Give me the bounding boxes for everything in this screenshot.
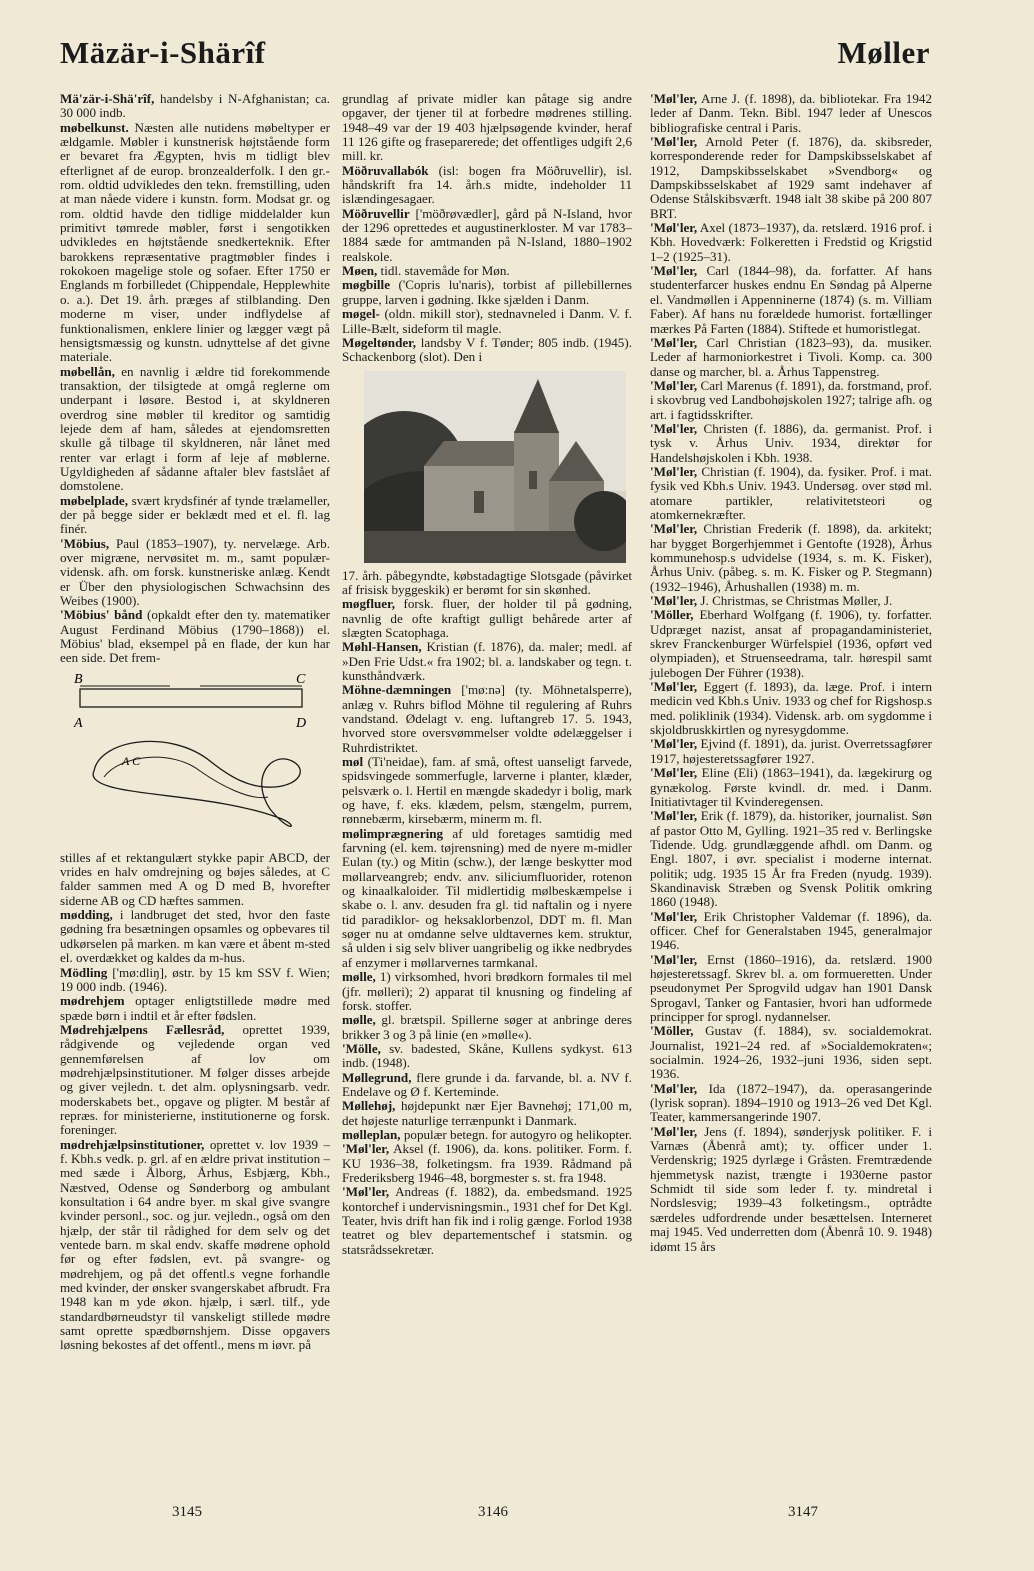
entry-text: i landbruget det sted, hvor den faste gødning fra besætningen opsamles og opbevares til udkørselen på marken. m kan være et åbent m-sted el. overdækket og kaldes da m-hus. — [60, 907, 330, 966]
running-header — [60, 30, 930, 76]
entry-headword: mødding, — [60, 907, 113, 923]
dictionary-entry — [342, 92, 632, 164]
entry-headword: 'Møl'ler, — [650, 220, 698, 236]
header-right-word: Møller — [837, 35, 930, 70]
entry-headword: Mødrehjælpens Fællesråd, — [60, 1021, 225, 1037]
dictionary-entry — [342, 970, 632, 1013]
entry-headword: 'Möller, — [650, 1023, 694, 1039]
entry-text: 1) virksomhed, hvori brødkorn formales til mel (jfr. mølleri); 2) apparat til knusning og findeling af forsk. stoffer. — [342, 969, 632, 1013]
entry-headword: 'Møl'ler, — [650, 334, 698, 350]
dictionary-entry — [650, 766, 932, 809]
column-1 — [60, 92, 330, 1353]
entry-headword: 'Møl'ler, — [650, 951, 698, 967]
label-ac: A C — [122, 753, 141, 768]
dictionary-entry — [342, 827, 632, 970]
page-number-left: 3145 — [172, 1504, 202, 1520]
dictionary-entry — [650, 1082, 932, 1125]
entry-text: Christen (f. 1886), da. germanist. Prof. i tysk v. Århus Univ. 1934, direktør for Handelshøjskolen i Kbh. 1938. — [650, 420, 932, 465]
entry-headword: møbelkunst. — [60, 119, 129, 135]
entry-text: Ida (1872–1947), da. operasangerinde (lyrisk sopran). 1894–1910 og 1913–26 ved Det Kgl. Teater, kammersangerinde 1907. — [650, 1080, 932, 1125]
entry-headword: 'Møl'ler, — [650, 736, 698, 752]
entry-text: forsk. fluer, der holder til på gødning, navnlig de ofte kraftigt gulligt behårede arter af slægten Scatophaga. — [342, 596, 632, 640]
entry-text: Ernst (1860–1916), da. retslærd. 1900 højesteretssagf. Skrev bl. a. om formueretten. Under pseudonymet Per Sprogvild udgav han 1901 Dansk Sprogavl, Tanker og Fantasier, hvori han udformede principper for sprogl. nydannelser. — [650, 951, 932, 1024]
dictionary-entry — [60, 966, 330, 995]
entry-text: Jens (f. 1894), sønderjysk politiker. F. i Varnæs (Åbenrå amt); ty. officer under 1. Verdenskrig; 1925 dyrlæge i Gråsten. Fremtrædende hjemmetysk nazist, trængte i 1930erne pastor Schmidt til side som leder f. ty. mindretal i Nordslesvig; 1939–43 folketingsm., optrådte særdeles udfordrende under besættelsen. Interneret maj 1945. Ved underretten dom (Åbenrå 10. 9. 1948) idømt 15 års — [650, 1123, 932, 1254]
entry-text: stilles af et rektangulært stykke papir ABCD, der vrides en halv omdrejning og bøjes således, at C falder sammen med A og D med B, hvorefter siderne AB og CD hæftes sammen. — [60, 849, 330, 908]
entry-headword: mølle, — [342, 1012, 376, 1028]
entry-headword: møgfluer, — [342, 596, 395, 612]
dictionary-entry — [342, 264, 632, 278]
entry-text: Arnold Peter (f. 1876), da. skibsreder, korresponderende reder for Dampskibsselskabet af 1912, Dampskibsselskabet »Svendborg« og Dampskibsselskabet af 1929 samt indehaver af Odense Stålskibsværft. 1948 ialt 38 skibe på 200 807 BRT. — [650, 134, 932, 221]
entry-text: Arne J. (f. 1898), da. bibliotekar. Fra 1942 leder af Danm. Tekn. Bibl. 1947 leder af Unescos bibliografiske central i Paris. — [650, 91, 932, 135]
dictionary-entry — [60, 121, 330, 365]
church-photo — [364, 371, 626, 563]
label-b: B — [74, 671, 83, 687]
entry-headword: 'Møl'ler, — [342, 1141, 390, 1157]
entry-headword: 'Møl'ler, — [342, 1184, 390, 1200]
entry-text: landsby V f. Tønder; 805 indb. (1945). Schackenborg (slot). Den i — [342, 334, 632, 365]
page-number-right: 3147 — [788, 1504, 818, 1520]
entry-headword: møgbille — [342, 277, 391, 293]
entry-text: en navnlig i ældre tid forekommende transaktion, der tilsigtede at omgå reglerne om underpant i løsøre. Bestod i, at skyldneren overdrog sine møbler til kreditor og samtidig lejede dem af ham, således at ejendomsretten skulle gå tilbage til skyldneren, når lånet med renter var erlagt i form af leje af møblerne. Ugyldigheden af sådanne aftaler blev fastslået af domstolene. — [60, 363, 330, 494]
entry-text: Paul (1853–1907), ty. nervelæge. Arb. over migræne, nervøsitet m. m., samt populær-vidensk. afh. om forsk. kunstneriske anlæg. Kendt er Über den physiologischen Schwachsinn des Weibes (1900). — [60, 535, 330, 609]
entry-headword: 'Møl'ler, — [650, 377, 698, 393]
entry-headword: 'Møl'ler, — [650, 463, 698, 479]
dictionary-entry — [650, 608, 932, 680]
entry-text: sv. badested, Skåne, Kullens sydkyst. 613 indb. (1948). — [342, 1040, 632, 1071]
entry-text: ['möðrøvædler], gård på N-Island, hvor der 1296 oprettedes et augustinerkloster. M var 1783–1884 sæde for amtmanden på N-Island, 1880–1902 realskole. — [342, 205, 632, 264]
dictionary-entry — [60, 908, 330, 965]
dictionary-entry — [650, 953, 932, 1025]
dictionary-entry — [60, 365, 330, 494]
entry-text: Næsten alle nutidens møbeltyper er ældgamle. Møbler i kunstnerisk højtstående form er bevaret fra Ægypten, hvis m tidligt blev efterlignet af de europ. bronzealderfolk. I den gr.-rom. oldtid udvikledes den tekn. fremstilling, uden at man nåede videre i kunstn. form. Modsat gr. og rom. oldtid havde den tidlige middelalder kun primitivt tømrede møbler, først i sengotikken udvikledes en højtstående snedkerteknik. Efter barokkens repræsentative pragtmøbler findes i rokokoen magelige stole og sofaer. Efter 1750 er Englands m forbilledet (Chippendale, Hepplewhite o. a.). Det 19. årh. præges af stilblanding. Den moderne m viser, under indflydelse af funktionalismen, enklere linier og lægger vægt på hensigtsmæssig og kunstn. udnyttelse af det givne materiale. — [60, 119, 330, 365]
entry-headword: 'Møl'ler, — [650, 134, 698, 150]
entry-text: ('Copris lu'naris), torbist af pillebillernes gruppe, larven i gødning. Ikke sjælden i Danm. — [342, 277, 632, 307]
dictionary-entry — [342, 597, 632, 640]
entry-text: ['mø:dliŋ], østr. by 15 km SSV f. Wien; 19 000 indb. (1946). — [60, 964, 330, 994]
dictionary-entry — [342, 164, 632, 207]
entry-headword: 'Møl'ler, — [650, 263, 698, 279]
dictionary-entry — [342, 1128, 632, 1142]
paper-rectangle — [80, 689, 302, 707]
entry-text: Ejvind (f. 1891), da. jurist. Overretssagfører 1917, højesteretssagfører 1927. — [650, 736, 932, 766]
dictionary-entry — [60, 994, 330, 1023]
column-3 — [650, 92, 932, 1254]
entry-text: Carl Marenus (f. 1891), da. forstmand, prof. i skovbrug ved Landbohøjskolen 1927; talrige afh. og art. i fagtidsskrifter. — [650, 377, 932, 422]
dictionary-entry — [60, 92, 330, 121]
dictionary-entry — [650, 379, 932, 422]
entry-text: svært krydsfinér af tynde trælameller, der på begge sider er beklædt med et el. fl. lag finér. — [60, 492, 330, 537]
entry-text: gl. brætspil. Spillerne søger at anbringe deres brikker 3 og 3 på linie (en »mølle«). — [342, 1012, 632, 1042]
entry-text: højdepunkt nær Ejer Bavnehøj; 171,00 m, det højeste naturlige terrænpunkt i Danmark. — [342, 1098, 632, 1128]
entry-headword: 'Möller, — [650, 607, 694, 623]
dictionary-entry — [342, 640, 632, 683]
entry-headword: 'Møl'ler, — [650, 420, 698, 436]
dictionary-entry — [650, 594, 932, 608]
dictionary-entry — [342, 1142, 632, 1185]
entry-headword: Möhne-dæmningen — [342, 682, 452, 698]
entry-text: Erik (f. 1879), da. historiker, journalist. Søn af pastor Otto M, Gylling. 1921–35 red v. Berlingske Tidende. Udg. grundlæggende afhdl. om Danm. og Engl. 1807, i øvr. specialist i moderne internat. politik; udg. 1935 15 År fra Freden (nyudg. 1939). Skandinavisk Stræben og Svensk Politik omkring 1860 (1948). — [650, 808, 932, 910]
dictionary-entry — [342, 207, 632, 264]
entry-headword: Møgeltønder, — [342, 334, 417, 350]
label-c: C — [296, 671, 306, 687]
entry-text: Gustav (f. 1884), sv. socialdemokrat. Journalist, 1921–24 red. af »Socialdemokraten«; socialmin. 1924–26, 1932–juni 1936, siden sept. 1936. — [650, 1023, 932, 1082]
entry-headword: 'Møl'ler, — [650, 521, 698, 537]
entry-text: oprettet 1939, rådgivende og vejledende organ ved gennemførelsen af lov om mødrehjælpsinstitutioner. M følger disses arbejde og giver vejledn. t. det alm. oplysningsarb. vedr. moderskabets bet., opgave og pligter. M består af repræs. for ministerierne, institutionerne og forsk. foreninger. — [60, 1021, 330, 1138]
dictionary-entry — [650, 680, 932, 737]
entry-headword: Mödling — [60, 964, 108, 980]
dictionary-entry — [60, 494, 330, 537]
entry-text: Carl Christian (1823–93), da. musiker. Leder af harmoniorkestret i Tivoli. Komp. ca. 300 danse og marcher, bl. a. Århus Tappenstreg. — [650, 334, 932, 379]
entry-text: Axel (1873–1937), da. retslærd. 1916 prof. i Kbh. Hovedværk: Folkeretten i Fredstid og Krigstid 1–2 (1925–31). — [650, 220, 932, 264]
dictionary-entry — [60, 1138, 330, 1353]
dictionary-entry — [650, 809, 932, 909]
entry-text: Andreas (f. 1882), da. embedsmand. 1925 kontorchef i undervisningsmin., 1931 chef for Det Kgl. Teater, hvis drift han fik ind i rolig gænge. Forlod 1938 teatret og blev departementschef i statsmin. og statsrådssekretær. — [342, 1184, 632, 1257]
dictionary-entry — [650, 522, 932, 594]
dictionary-entry — [650, 221, 932, 264]
entry-headword: mødrehjem — [60, 993, 125, 1009]
entry-text: Eberhard Wolfgang (f. 1906), ty. forfatter. Udpræget nazist, ansat af propagandaministeriet, skrev Franckenburger Würfelspiel (1936, opført ved olympiaden), et Struenseedrama, talr. hørespil samt julebogen Der Führer (1938). — [650, 607, 932, 680]
entry-headword: 'Möbius, — [60, 535, 110, 551]
column-2 — [342, 92, 632, 1257]
entry-headword: Møllehøj, — [342, 1098, 396, 1114]
entry-text: 17. årh. påbegyndte, købstadagtige Slotsgade (påvirket af frisisk byggeskik) er berømt for sin skønhed. — [342, 567, 632, 597]
entry-text: J. Christmas, se Christmas Møller, J. — [697, 593, 893, 609]
entry-headword: 'Møl'ler, — [650, 1080, 698, 1096]
entry-text: (isl: bogen fra Möðruvellir), isl. håndskrift fra 14. årh.s midte, indeholder 11 islændingesagaer. — [342, 162, 632, 207]
entry-headword: mølle, — [342, 969, 376, 985]
entry-headword: mølleplan, — [342, 1126, 401, 1142]
dictionary-entry — [650, 135, 932, 221]
dictionary-entry — [342, 1013, 632, 1042]
entry-headword: møl — [342, 754, 364, 769]
entry-headword: Møhl-Hansen, — [342, 639, 422, 655]
entry-text: handelsby i N-Afghanistan; ca. 30 000 indb. — [60, 91, 330, 121]
entry-text: Christian Frederik (f. 1898), da. arkitekt; har bygget Borgerhjemmet i Gentofte (1928), Århus kommunehosp.s udvidelse (1934, s. m. K. Fisker), Århus Univ. (påbeg. s. m. K. Fisker og P. Stegmann) (1932–1946), Århushallen (1938) m. m. — [650, 521, 932, 594]
entry-text: (opkaldt efter den ty. matematiker August Ferdinand Möbius (1790–1868)) el. Möbius' blad, eksempel på en flade, der kun har een side. Det frem- — [60, 607, 330, 666]
entry-headword: møbellån, — [60, 363, 115, 379]
entry-text: Eline (Eli) (1863–1941), da. lægekirurg og gynækolog. Første kvindl. dr. med. i Danm. Initiativtager til Kvinderegensen. — [650, 765, 932, 809]
dictionary-entry — [342, 683, 632, 755]
entry-text: optager enligtstillede mødre med spæde børn i indtil et år efter fødslen. — [60, 993, 330, 1023]
entry-text: Kristian (f. 1876), da. maler; medl. af »Den Frie Udst.« fra 1902; bl. a. landskaber og tegn. t. kunsthåndværk. — [342, 639, 632, 683]
dictionary-entry — [650, 465, 932, 522]
dictionary-entry — [342, 336, 632, 365]
dictionary-entry — [342, 1071, 632, 1100]
entry-headword: 'Møl'ler, — [650, 908, 698, 924]
entry-text: af uld foretages samtidig med farvning (el. kem. tøjrensning) med de nyere m-midler Eulan (ty.) og Mitin (schw.), der længe beskytter mod møllarveangreb; endv. anv. siliciumfluorider, rotenon og kinaalkaloider. Til midlertidig mølbeskæmpelse i skabe o. l. anv. desuden fra gl. tid naftalin og i nyere tid paradiklor- og heksaklorbenzol, DDT m. fl. Man søger nu at omdanne selve uldtavernes kem. struktur, så ulden i sig selv bliver uangribelig og ikke nedbrydes af enzymer i møllarvernes tarmkanal. — [342, 825, 632, 970]
entry-text: Christian (f. 1904), da. fysiker. Prof. i mat. fysik ved Kbh.s Univ. 1943. Undersøg. over stød ml. atomare partikler, relativitetsteori og atomkernekræfter. — [650, 463, 932, 522]
dictionary-entry — [650, 737, 932, 766]
entry-headword: mødrehjælpsinstitutioner, — [60, 1136, 205, 1152]
entry-headword: 'Møl'ler, — [650, 679, 698, 695]
entry-headword: 'Møl'ler, — [650, 1123, 698, 1139]
dictionary-entry — [650, 1125, 932, 1254]
label-a: A — [74, 715, 83, 731]
entry-text: Eggert (f. 1893), da. læge. Prof. i intern medicin ved Kbh.s Univ. 1933 og chef for Rigshosp.s med. poliklinik (1934). Vidensk. arb. om sygdomme i skjoldbruskkirtlen og nyresygdomme. — [650, 679, 932, 738]
dictionary-entry — [650, 910, 932, 953]
page-number-middle: 3146 — [478, 1504, 508, 1520]
dictionary-entry — [342, 1099, 632, 1128]
entry-text: tidl. stavemåde for Møn. — [377, 263, 510, 279]
dictionary-entry — [60, 608, 330, 665]
entry-text: populær betegn. for autogyro og helikopter. — [400, 1126, 632, 1142]
dictionary-entry — [650, 336, 932, 379]
dictionary-entry — [650, 1024, 932, 1081]
label-d: D — [296, 715, 307, 731]
entry-headword: Møen, — [342, 263, 378, 279]
entry-headword: Møllegrund, — [342, 1069, 412, 1085]
entry-text: (oldn. mikill stor), stednavneled i Danm. V. f. Lille-Bælt, sideform til magle. — [342, 306, 632, 336]
header-left-word: Mäzär-i-Shärîf — [60, 35, 266, 70]
entry-headword: møbelplade, — [60, 492, 129, 508]
entry-headword: 'Møl'ler, — [650, 765, 698, 781]
entry-text: Aksel (f. 1906), da. kons. politiker. Form. f. KU 1936–38, folketingsm. fra 1939. Rådmand på Frederiksberg 1946–48, borgmester s. st. fra 1948. — [342, 1141, 632, 1185]
dictionary-entry — [60, 851, 330, 908]
dictionary-entry — [342, 1185, 632, 1257]
dictionary-entry — [650, 264, 932, 336]
entry-headword: 'Møl'ler, — [650, 593, 698, 609]
entry-text: Erik Christopher Valdemar (f. 1896), da. officer. Chef for Generalstaben 1945, generalmajor 1946. — [650, 908, 932, 953]
entry-text: grundlag af private midler kan påtage sig andre opgaver, der tjener til at forbedre mødrenes stilling. 1948–49 var der 19 403 hjælpsøgende kvinder, heraf 11 126 gifte og fraseparerede; det offentliges udgift 2,6 mill. kr. — [342, 91, 632, 164]
entry-headword: Mä'zär-i-Shä'rîf, — [60, 91, 155, 106]
dictionary-entry — [60, 537, 330, 609]
entry-headword: Möðruvallabók — [342, 162, 429, 178]
entry-headword: møgel- — [342, 306, 380, 322]
entry-headword: 'Møl'ler, — [650, 91, 698, 106]
dictionary-entry — [342, 569, 632, 598]
entry-text: flere grunde i da. farvande, bl. a. NV f. Endelave og Ø f. Kerteminde. — [342, 1069, 632, 1099]
entry-headword: 'Mölle, — [342, 1040, 381, 1056]
entry-headword: mølimprægnering — [342, 825, 444, 841]
dictionary-entry — [342, 755, 632, 827]
dictionary-entry — [342, 307, 632, 336]
dictionary-entry — [650, 92, 932, 135]
moebius-band-figure — [60, 669, 330, 847]
dictionary-entry — [650, 422, 932, 465]
entry-text: (Ti'neidae), fam. af små, oftest uanseligt farvede, spidsvingede sommerfugle, larverne i planter, klæder, pelsværk o. l. Hertil en mængde skadedyr i bolig, mark og have, f. eks. klædem, pelsm, stængelm, purrem, rønnebærm, kirsebærm, minerm m. fl. — [342, 754, 632, 827]
entry-headword: Möðruvellir — [342, 205, 410, 221]
dictionary-entry — [342, 1042, 632, 1071]
entry-text: ['mø:nə] (ty. Möhnetalsperre), anlæg v. Ruhrs biflod Möhne til regulering af Ruhrs vandstand. Ødelagt v. eng. luftangreb 17. 5. 1943, hvorved store oversvømmelser voldte ødelæggelser i Ruhrdistriktet. — [342, 682, 632, 755]
entry-text: oprettet v. lov 1939 – f. Kbh.s vedk. p. grl. af en ældre privat institution – med sæde i Ålborg, Århus, Esbjærg, Kbh., Næstved, Odense og Sønderborg og ambulant konsultation i 64 andre byer. m skal give svangre kvinder personl., soc. og jur. vejledn., også om den hjælp, der står til rådighed for dem selv og det ventede barn. m skal endv. skaffe mødrene ophold før og efter fødslen, evt. på svangre- og mødrehjem, og på det offentl.s vegne forhandle med kvinder, der ønsker svangerskabet afbrudt. Fra 1948 kan m yde økon. hjælp, i særl. tilf., yde standardbørneudstyr til vanskeligt stillede mødre samt oprette spædbørnshjem. Disse opgavers løsning bekostes af det offentl., mens m iøvr. på — [60, 1136, 330, 1353]
entry-text: Carl (1844–98), da. forfatter. Af hans studenterfarcer huskes endnu En Søndag på Alperne el. Vandmøllen i Appenninerne (1874) (s. m. Villiam Faber). Af hans nu forældede humorist. fortællinger mærkes På Farten (1884). Stiftede et humoristlegat. — [650, 263, 932, 336]
dictionary-entry — [60, 1023, 330, 1138]
dictionary-entry — [342, 278, 632, 307]
entry-headword: 'Möbius' bånd — [60, 607, 143, 623]
entry-headword: 'Møl'ler, — [650, 808, 698, 824]
